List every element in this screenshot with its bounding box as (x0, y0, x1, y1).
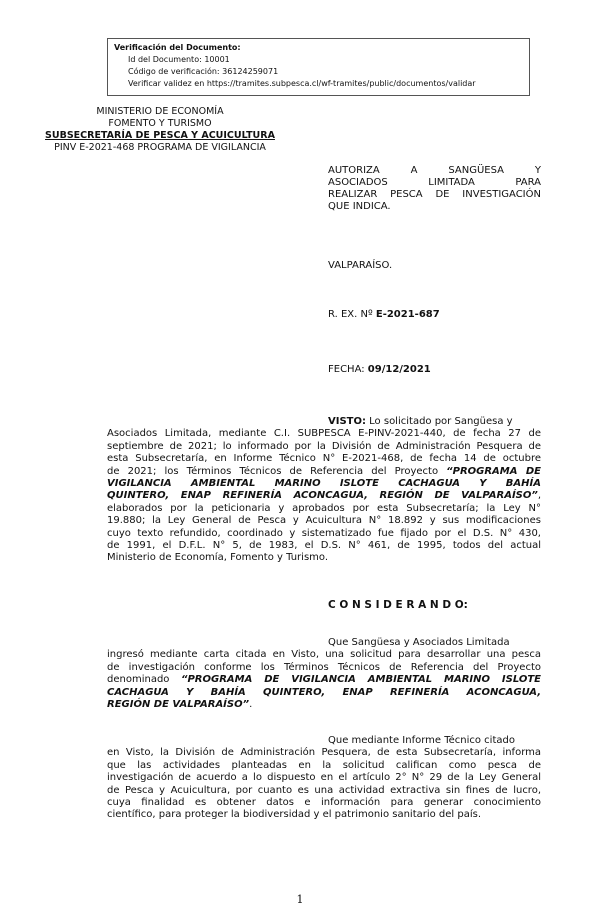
considerando-heading: C O N S I D E R A N D O: (328, 599, 468, 611)
c1-text: . (249, 699, 253, 711)
visto-line: septiembre de 2021; lo informado por la División de Administración Pesquera de (107, 440, 541, 452)
subsecretaria-name: SUBSECRETARÍA DE PESCA Y ACUICULTURA (45, 130, 275, 141)
visto-line: esta Subsecretaría, en Informe Técnico N° E-2021-468, de fecha 14 de octubre (107, 453, 541, 465)
program-reference: PINV E-2021-468 PROGRAMA DE VIGILANCIA (54, 142, 266, 153)
c1-line (107, 674, 541, 686)
considerando-2 (107, 735, 541, 822)
resolution-date (328, 364, 431, 376)
visto-line: de 1991, el D.F.L. N° 5, de 1983, el D.S. N° 461, de 1995, todos del actual (107, 540, 541, 552)
verification-list (114, 54, 523, 90)
project-name: VIGILANCIA AMBIENTAL MARINO ISLOTE CACHAGUA Y BAHÍA (107, 478, 541, 490)
visto-line (107, 490, 541, 502)
ministry-name-2: FOMENTO Y TURISMO (108, 118, 212, 129)
visto-line: Asociados Limitada, mediante C.I. SUBPESCA E-PINV-2021-440, de fecha 27 de (107, 428, 541, 440)
verification-url[interactable]: • Verificar validez en https://tramites.subpesca.cl/wf-tramites/public/documentos/validar (128, 78, 523, 90)
c2-line: de Pesca y Acuicultura, por cuanto es una actividad extractiva sin fines de lucro, (107, 784, 541, 796)
c2-line: investigación de acuerdo a lo dispuesto en el artículo 2° N° 29 de la Ley General (107, 772, 541, 784)
visto-first-line (107, 416, 541, 428)
resolution-label: R. EX. Nº (328, 309, 376, 320)
date-value: 09/12/2021 (367, 364, 431, 375)
project-name: “PROGRAMA DE VIGILANCIA AMBIENTAL MARINO ISLOTE (181, 674, 541, 686)
c1-line: de investigación conforme los Términos Técnicos de Referencia del Proyecto (107, 661, 541, 673)
resolution-subject (328, 165, 541, 213)
visto-label: VISTO: (328, 416, 366, 427)
c1-text: denominado (107, 674, 170, 686)
visto-paragraph (107, 416, 541, 565)
subject-line: REALIZAR PESCA DE INVESTIGACIÓN (328, 189, 541, 200)
project-name: REGIÓN DE VALPARAÍSO” (107, 699, 250, 711)
subject-line: QUE INDICA. (328, 201, 391, 212)
visto-text: de 2021; los Términos Técnicos de Referencia del Proyecto (107, 465, 439, 477)
visto-line: 19.880; la Ley General de Pesca y Acuicultura N° 18.892 y sus modificaciones (107, 515, 541, 527)
verification-code: • Código de verificación: 36124259071 (128, 66, 523, 78)
date-label: FECHA: (328, 364, 368, 375)
visto-text: , (537, 490, 541, 502)
c2-line: en Visto, la División de Administración Pesquera, de esta Subsecretaría, informa (107, 747, 541, 759)
place: VALPARAÍSO. (328, 260, 393, 271)
visto-text: Lo solicitado por Sangüesa y (365, 416, 513, 427)
c1-line: Que Sangüesa y Asociados Limitada (328, 637, 510, 648)
verification-box (107, 38, 530, 96)
visto-line: Ministerio de Economía, Fomento y Turismo. (107, 552, 329, 564)
subject-line: AUTORIZA A SANGÜESA Y (328, 165, 541, 176)
visto-line (107, 478, 541, 490)
c2-line: cuya finalidad es obtener datos e información para generar conocimiento (107, 797, 541, 809)
c1-line (107, 699, 541, 711)
project-name: QUINTERO, ENAP REFINERÍA ACONCAGUA, REGIÓN DE VALPARAÍSO” (107, 490, 538, 502)
resolution-number (328, 309, 440, 321)
ministry-name: MINISTERIO DE ECONOMÍA (96, 106, 224, 117)
project-name: CACHAGUA Y BAHÍA QUINTERO, ENAP REFINERÍA ACONCAGUA, (107, 686, 541, 698)
visto-line: cuyo texto refundido, coordinado y sistematizado fue fijado por el D.S. N° 430, (107, 527, 541, 539)
project-name: “PROGRAMA DE (446, 465, 541, 477)
visto-line: elaborados por la peticionaria y aprobados por esta Subsecretaría; la Ley N° (107, 502, 541, 514)
subject-line: ASOCIADOS LIMITADA PARA (328, 177, 541, 188)
c1-line (107, 687, 541, 699)
verification-id: • Id del Documento: 10001 (128, 54, 523, 66)
c2-line: científico, para proteger la biodiversidad y el patrimonio sanitario del país. (107, 809, 482, 821)
considerando-1 (107, 637, 541, 711)
c2-line: Que mediante Informe Técnico citado (328, 735, 515, 746)
visto-line (107, 466, 541, 478)
c2-line: que las actividades planteadas en la solicitud califican como pesca de (107, 759, 541, 771)
page-number: 1 (296, 893, 304, 906)
verification-title: Verificación del Documento: (114, 43, 241, 52)
resolution-value: E-2021-687 (375, 309, 440, 320)
c1-line: ingresó mediante carta citada en Visto, una solicitud para desarrollar una pesca (107, 649, 541, 661)
